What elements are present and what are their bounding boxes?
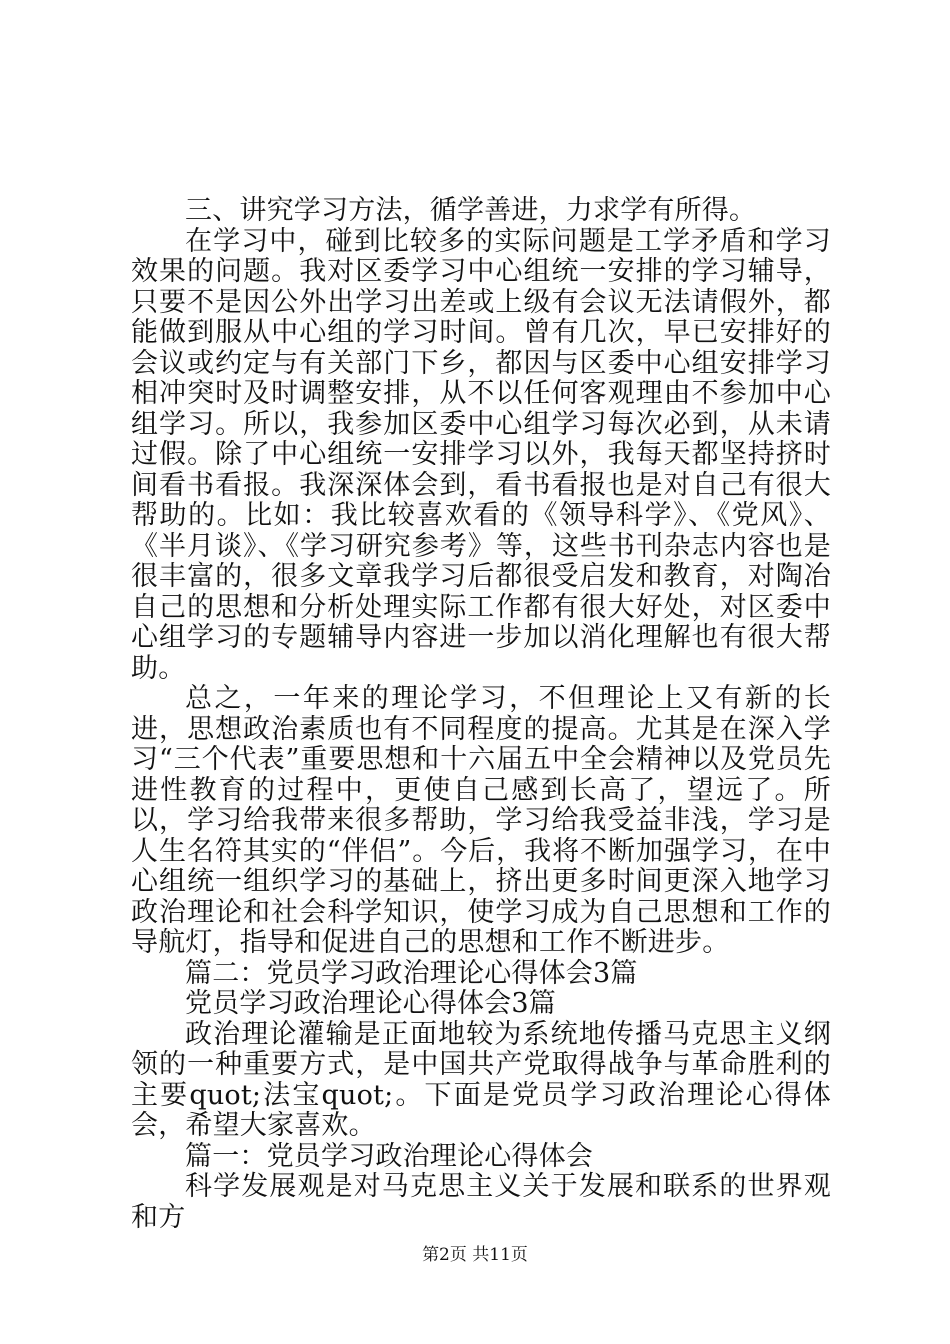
paragraph-part-two-title: 篇二：党员学习政治理论心得体会3篇 <box>185 957 638 989</box>
paragraph-section-three-heading: 三、讲究学习方法，循学善进，力求学有所得。 <box>185 195 757 226</box>
paragraph-part-one-title: 篇一：党员学习政治理论心得体会 <box>185 1140 593 1172</box>
page-number-label: 第2页 共11页 <box>422 1245 528 1265</box>
paragraph-summary: 总之，一年来的理论学习，不但理论上又有新的长进，思想政治素质也有不同程度的提高。尤其是在深入学习“三个代表”重要思想和十六届五中全会精神以及党员先进性教育的过程中，更使自己感到长高了，望远了。所以，学习给我带来很多帮助，学习给我受益非浅，学习是人生名符其实的“伴侣”。今后，我将不断加强学习，在中心组统一组织学习的基础上，挤出更多时间更深入地学习政治理论和社会科学知识，使学习成为自己思想和工作的导航灯，指导和促进自己的思想和工作不断进步。 <box>131 683 831 958</box>
paragraph-scientific-development: 科学发展观是对马克思主义关于发展和联系的世界观和方 <box>131 1171 831 1233</box>
page-footer <box>0 1244 950 1266</box>
paragraph-study-methods: 在学习中，碰到比较多的实际问题是工学矛盾和学习效果的问题。我对区委学习中心组统一安排的学习辅导，只要不是因公外出学习出差或上级有会议无法请假外，都能做到服从中心组的学习时间。曾有几次，早已安排好的会议或约定与有关部门下乡，都因与区委中心组安排学习相冲突时及时调整安排，从不以任何客观理由不参加中心组学习。所以，我参加区委中心组学习每次必到，从未请过假。除了中心组统一安排学习以外，我每天都坚持挤时间看书看报。我深深体会到，看书看报也是对自己有很大帮助的。比如：我比较喜欢看的《领导科学》、《党风》、《半月谈》、《学习研究参考》等，这些书刊杂志内容也是很丰富的，很多文章我学习后都很受启发和教育，对陶冶自己的思想和分析处理实际工作都有很大好处，对区委中心组学习的专题辅导内容进一步加以消化理解也有很大帮助。 <box>131 225 831 684</box>
paragraph-intro: 政治理论灌输是正面地较为系统地传播马克思主义纲领的一种重要方式，是中国共产党取得战争与革命胜利的主要quot;法宝quot;。下面是党员学习政治理论心得体会，希望大家喜欢。 <box>131 1018 831 1141</box>
paragraph-article-title: 党员学习政治理论心得体会3篇 <box>185 988 556 1019</box>
document-body <box>131 196 831 1233</box>
